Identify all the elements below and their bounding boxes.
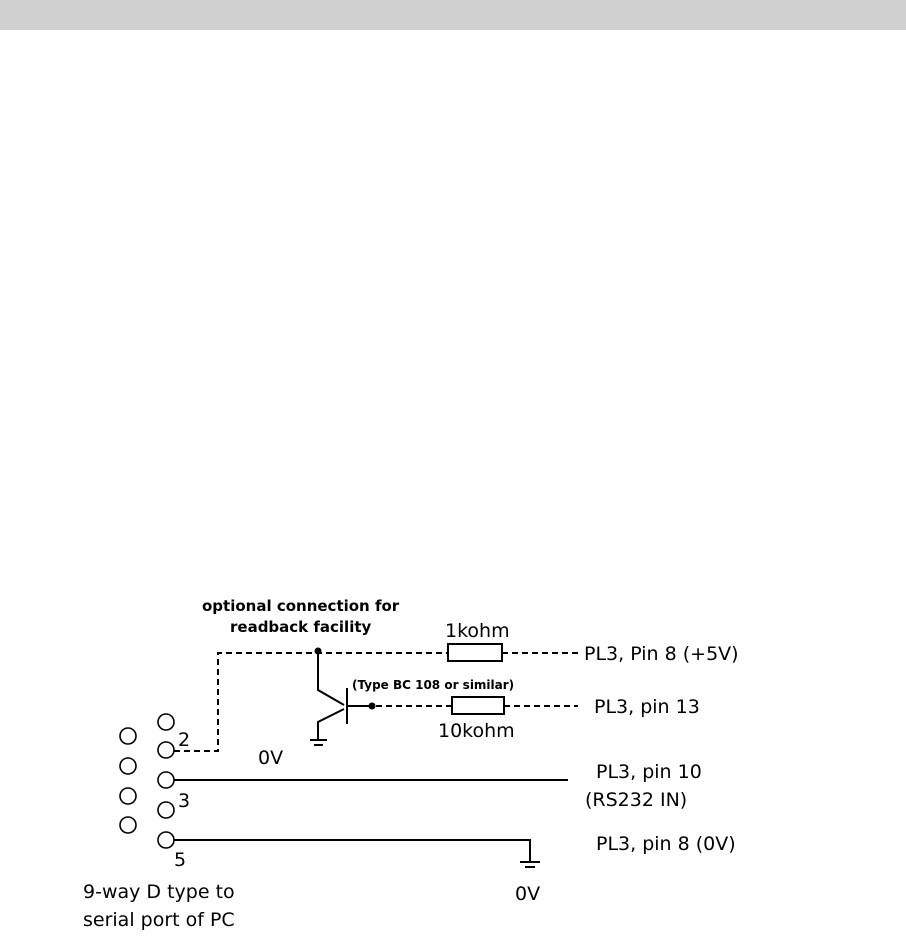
resistor-10k [452,697,504,714]
connector-label-line1: 9-way D type to [83,881,235,903]
connector-pin-5 [158,832,174,848]
pin2-readback-wire [174,653,448,751]
connector-pin-row2-left [120,758,136,774]
pin5-ground-wire [174,840,530,862]
optional-connection-label: optional connection for [202,597,400,615]
pl3-pin8-0v-label: PL3, pin 8 (0V) [596,833,736,855]
transistor-type-label: (Type BC 108 or similar) [352,678,515,692]
emitter-wire [318,709,344,740]
resistor-1k [448,644,502,661]
junction-dot-base [369,703,376,710]
zero-v-left-label: 0V [258,747,284,769]
pl3-pin13-label: PL3, pin 13 [594,696,700,718]
pl3-pin10-label: PL3, pin 10 [596,761,702,783]
zero-v-bottom-label: 0V [515,883,541,905]
connector-pin-row1-left [120,728,136,744]
resistor-10k-label: 10kohm [438,720,515,742]
pin3-number-label: 3 [178,790,191,812]
connector-label-line2: serial port of PC [83,909,235,931]
collector-wire [318,651,344,705]
pl3-pin8-5v-label: PL3, Pin 8 (+5V) [584,643,739,665]
readback-facility-label: readback facility [230,618,372,636]
rs232-in-label: (RS232 IN) [585,789,688,811]
connector-pin-row4-left [120,817,136,833]
resistor-1k-label: 1kohm [445,620,510,642]
connector-pin-row1-right [158,714,174,730]
connector-pin-row3-left [120,788,136,804]
pin2-number-label: 2 [178,729,191,751]
pin5-number-label: 5 [174,849,187,871]
connector-pin-3 [158,772,174,788]
connector-pin-row4-right [158,802,174,818]
connector-pin-2 [158,742,174,758]
